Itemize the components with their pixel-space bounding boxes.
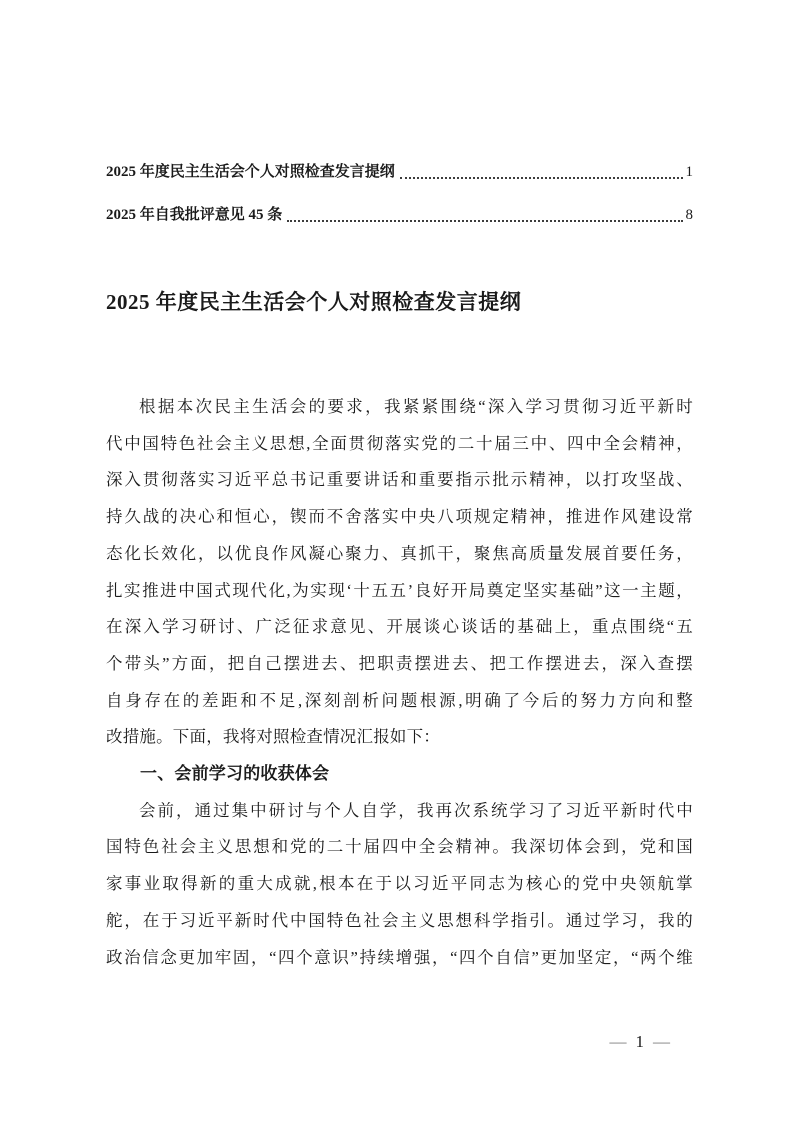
toc-page-number: 1 [685, 164, 693, 180]
table-of-contents [106, 0, 693, 225]
toc-dot-leader [287, 220, 682, 222]
paragraph-line: 舵，在于习近平新时代中国特色社会主义思想科学指引。通过学习，我的 [106, 910, 693, 930]
paragraph-line: 国特色社会主义思想和党的二十届四中全会精神。我深切体会到，党和国 [106, 837, 693, 857]
section-heading: 一、会前学习的收获体会 [140, 764, 330, 784]
document-title: 2025 年度民主生活会个人对照检查发言提纲 [106, 290, 522, 314]
paragraph-line: 扎实推进中国式现代化,为实现‘十五五’良好开局奠定坚实基础”这一主题， [106, 580, 693, 600]
footer-page-num: 1 [635, 1032, 644, 1051]
paragraph-line: 深入贯彻落实习近平总书记重要讲话和重要指示批示精神，以打攻坚战、 [106, 470, 693, 490]
toc-page-number: 8 [685, 207, 693, 223]
paragraph-line: 在深入学习研讨、广泛征求意见、开展谈心谈话的基础上，重点围绕“五 [106, 617, 693, 637]
document-body [106, 389, 693, 976]
toc-item-label: 2025 年度民主生活会个人对照检查发言提纲 [106, 164, 395, 180]
toc-dot-leader [400, 177, 683, 179]
paragraph-line: 自身存在的差距和不足,深刻剖析问题根源,明确了今后的努力方向和整 [106, 690, 693, 710]
paragraph-line: 改措施。下面，我将对照检查情况汇报如下： [106, 727, 440, 747]
footer-dash: — [653, 1032, 670, 1051]
paragraph-line: 个带头”方面，把自己摆进去、把职责摆进去、把工作摆进去，深入查摆 [106, 653, 693, 673]
paragraph-line: 政治信念更加牢固，“四个意识”持续增强，“四个自信”更加坚定，“两个维 [106, 947, 693, 967]
paragraph-line: 持久战的决心和恒心，锲而不舍落实中央八项规定精神，推进作风建设常 [106, 507, 693, 527]
toc-item-label: 2025 年自我批评意见 45 条 [106, 207, 283, 223]
paragraph-line: 会前，通过集中研讨与个人自学，我再次系统学习了习近平新时代中 [139, 800, 693, 820]
paragraph-line: 家事业取得新的重大成就,根本在于以习近平同志为核心的党中央领航掌 [106, 874, 693, 894]
paragraph-line: 代中国特色社会主义思想,全面贯彻落实党的二十届三中、四中全会精神， [106, 433, 693, 453]
paragraph-line: 态化长效化，以优良作风凝心聚力、真抓干，聚焦高质量发展首要任务， [106, 543, 693, 563]
toc-item[interactable] [106, 206, 693, 225]
page-number [610, 1031, 671, 1053]
toc-item[interactable] [106, 163, 693, 182]
paragraph-line: 根据本次民主生活会的要求，我紧紧围绕“深入学习贯彻习近平新时 [139, 397, 693, 416]
footer-dash: — [609, 1032, 627, 1051]
